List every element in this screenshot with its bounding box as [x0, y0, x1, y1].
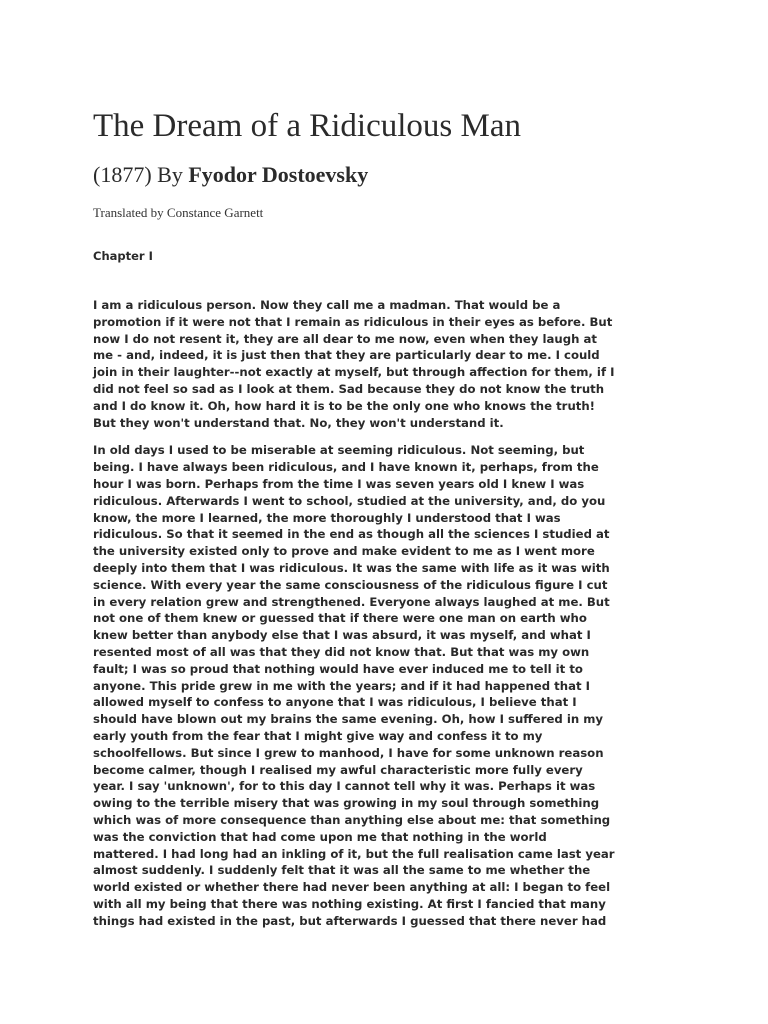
paragraph-line: deeply into them that I was ridiculous. It was the same with life as it was with	[93, 560, 610, 575]
paragraph	[93, 442, 678, 929]
chapter-heading: Chapter I	[93, 249, 153, 263]
paragraph-line: year. I say 'unknown', for to this day I cannot tell why it was. Perhaps it was	[93, 779, 596, 794]
paragraph-line: mattered. I had long had an inkling of it, but the full realisation came last year	[93, 846, 615, 861]
paragraph-line: promotion if it were not that I remain as ridiculous in their eyes as before. But	[93, 314, 613, 329]
paragraph-line: allowed myself to confess to anyone that I was ridiculous, I believe that I	[93, 695, 577, 710]
paragraph	[93, 297, 678, 431]
byline	[93, 160, 368, 190]
paragraph-line: with all my being that there was nothing existing. At first I fancied that many	[93, 896, 606, 911]
paragraph-line: should have blown out my brains the same evening. Oh, how I suffered in my	[93, 712, 604, 727]
paragraph-line: me - and, indeed, it is just then that they are particularly dear to me. I could	[93, 348, 600, 363]
paragraph-line: schoolfellows. But since I grew to manhood, I have for some unknown reason	[93, 745, 604, 760]
paragraph-line: the university existed only to prove and make evident to me as I went more	[93, 544, 595, 559]
paragraph-line: world existed or whether there had never been anything at all: I began to feel	[93, 880, 611, 895]
translator-credit: Translated by Constance Garnett	[93, 205, 264, 220]
paragraph-line: in every relation grew and strengthened. Everyone always laughed at me. But	[93, 594, 610, 609]
paragraph-line: early youth from the fear that I might give way and confess it to my	[93, 728, 543, 743]
paragraph-line: ridiculous. Afterwards I went to school, studied at the university, and, do you	[93, 493, 606, 508]
document-title: The Dream of a Ridiculous Man	[93, 108, 521, 144]
byline-year: (1877) By	[93, 162, 189, 187]
paragraph-line: was the conviction that had come upon me that nothing in the world	[93, 829, 547, 844]
paragraph-line: resented most of all was that they did not know that. But that was my own	[93, 644, 590, 659]
paragraph-line: owing to the terrible misery that was growing in my soul through something	[93, 796, 600, 811]
chapter-body	[93, 297, 678, 940]
paragraph-line: anyone. This pride grew in me with the years; and if it had happened that I	[93, 678, 590, 693]
paragraph-line: I am a ridiculous person. Now they call me a madman. That would be a	[93, 298, 561, 312]
paragraph-line: know, the more I learned, the more thoroughly I understood that I was	[93, 510, 561, 525]
paragraph-line: become calmer, though I realised my awful characteristic more fully every	[93, 762, 583, 777]
paragraph-line: science. With every year the same consciousness of the ridiculous figure I cut	[93, 577, 608, 592]
paragraph-line: and I do know it. Oh, how hard it is to be the only one who knows the truth!	[93, 398, 596, 413]
paragraph-line: did not feel so sad as I look at them. Sad because they do not know the truth	[93, 381, 605, 396]
paragraph-line: In old days I used to be miserable at seeming ridiculous. Not seeming, but	[93, 443, 585, 458]
author-name: Fyodor Dostoevsky	[188, 162, 369, 187]
paragraph-line: which was of more consequence than anything else about me: that something	[93, 812, 611, 827]
paragraph-line: join in their laughter--not exactly at myself, but through affection for them, if I	[93, 365, 615, 380]
paragraph-line: hour I was born. Perhaps from the time I was seven years old I knew I was	[93, 476, 585, 491]
paragraph-line: fault; I was so proud that nothing would have ever induced me to tell it to	[93, 661, 583, 676]
paragraph-line: ridiculous. So that it seemed in the end as though all the sciences I studied at	[93, 527, 610, 542]
paragraph-line: But they won't understand that. No, they won't understand it.	[93, 415, 504, 430]
paragraph-line: being. I have always been ridiculous, and I have known it, perhaps, from the	[93, 460, 599, 475]
paragraph-line: almost suddenly. I suddenly felt that it was all the same to me whether the	[93, 863, 591, 878]
paragraph-line: things had existed in the past, but afterwards I guessed that there never had	[93, 913, 607, 928]
paragraph-line: knew better than anybody else that I was absurd, it was myself, and what I	[93, 628, 591, 643]
paragraph-line: not one of them knew or guessed that if there were one man on earth who	[93, 611, 587, 626]
paragraph-line: now I do not resent it, they are all dear to me now, even when they laugh at	[93, 331, 597, 346]
